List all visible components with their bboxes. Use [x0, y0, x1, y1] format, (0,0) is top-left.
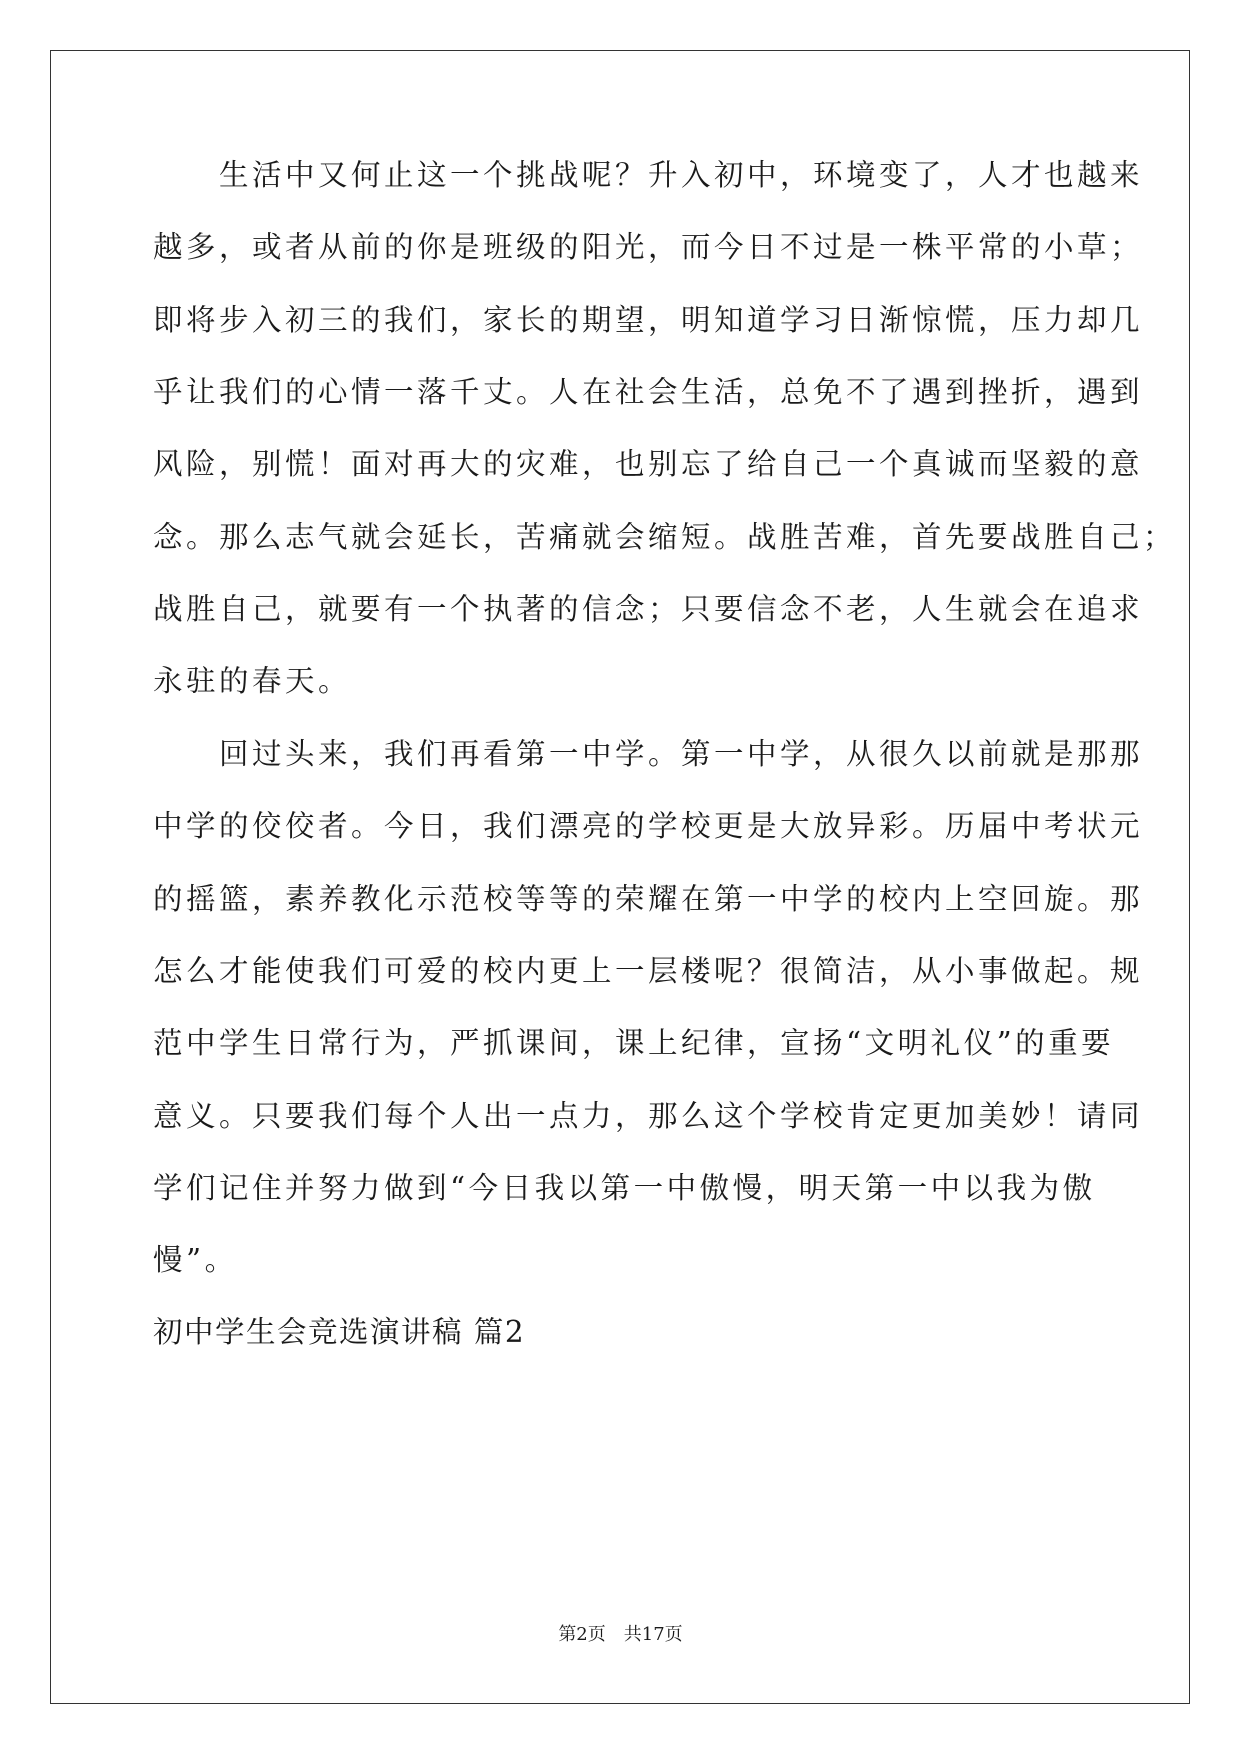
- paragraph-1-line-1: 生活中又何止这一个挑战呢？升入初中，环境变了，人才也越来: [153, 158, 1144, 192]
- paragraph-2-line-1: 回过头来，我们再看第一中学。第一中学，从很久以前就是那那: [153, 737, 1144, 771]
- paragraph-2-line-5: 范中学生日常行为，严抓课间，课上纪律，宣扬“文明礼仪”的重要: [153, 1026, 1115, 1060]
- paragraph-1-line-5: 风险，别慌！面对再大的灾难，也别忘了给自己一个真诚而坚毅的意: [153, 447, 1144, 481]
- paragraph-2-line-3: 的摇篮，素养教化示范校等等的荣耀在第一中学的校内上空回旋。那: [153, 882, 1144, 916]
- section-heading: 初中学生会竞选演讲稿 篇2: [153, 1315, 526, 1349]
- paragraph-2-line-6: 意义。只要我们每个人出一点力，那么这个学校肯定更加美妙！请同: [153, 1099, 1144, 1133]
- paragraph-2-line-4: 怎么才能使我们可爱的校内更上一层楼呢？很简洁，从小事做起。规: [153, 954, 1144, 988]
- paragraph-1-line-6: 念。那么志气就会延长，苦痛就会缩短。战胜苦难，首先要战胜自己；: [153, 520, 1177, 554]
- paragraph-1-line-8: 永驻的春天。: [153, 664, 352, 698]
- page-frame: [50, 50, 1190, 1704]
- paragraph-1-line-4: 乎让我们的心情一落千丈。人在社会生活，总免不了遇到挫折，遇到: [153, 375, 1144, 409]
- paragraph-2-line-7: 学们记住并努力做到“今日我以第一中傲慢，明天第一中以我为傲: [153, 1171, 1096, 1205]
- paragraph-1-line-7: 战胜自己，就要有一个执著的信念；只要信念不老，人生就会在追求: [153, 592, 1144, 626]
- paragraph-2-line-2: 中学的佼佼者。今日，我们漂亮的学校更是大放异彩。历届中考状元: [153, 809, 1144, 843]
- page-footer: 第2页 共17页: [558, 1624, 683, 1645]
- paragraph-1-line-3: 即将步入初三的我们，家长的期望，明知道学习日渐惊慌，压力却几: [153, 303, 1144, 337]
- paragraph-1-line-2: 越多，或者从前的你是班级的阳光，而今日不过是一株平常的小草；: [153, 230, 1144, 264]
- paragraph-2-line-8: 慢”。: [153, 1243, 238, 1277]
